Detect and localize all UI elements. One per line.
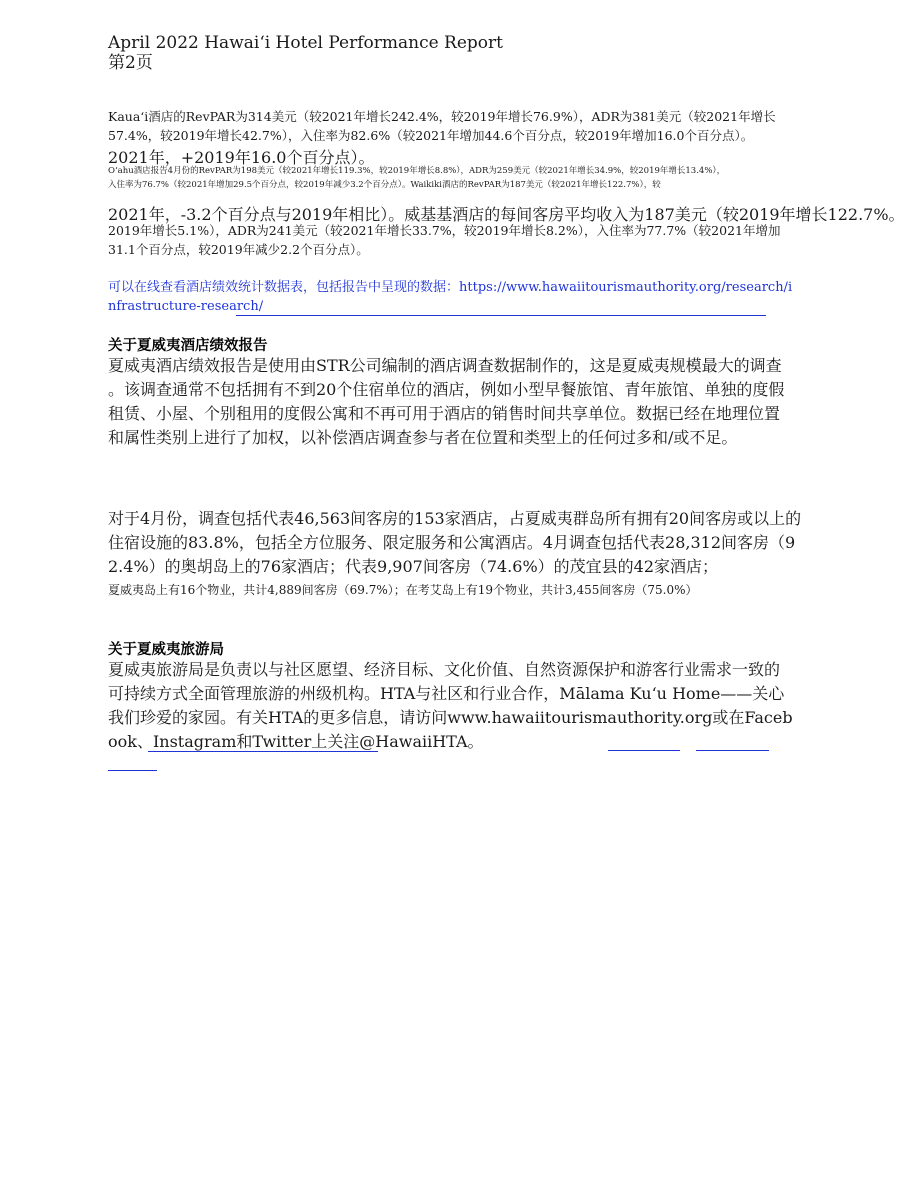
oahu-line-1: O‘ahu酒店报告4月份的RevPAR为198美元（较2021年增长119.3%，较2019年增长8.8%），ADR为259美元（较2021年增长34.9%，较2019年增长13.4%）， [108,166,726,176]
survey-line-3: 2.4%）的奥胡岛上的76家酒店；代表9,907间客房（74.6%）的茂宜县的42家酒店； [108,557,719,576]
waikiki-line-1: 2021年，-3.2个百分点与2019年相比）。威基基酒店的每间客房平均收入为187美元（较2019年增长122.7%。 [108,205,905,224]
kauai-line-2: 57.4%，较2019年增长42.7%），入住率为82.6%（较2021年增加44.6个百分点，较2019年增加16.0个百分点）。 [108,128,754,143]
report-title: April 2022 Hawai‘i Hotel Performance Report [108,33,503,53]
link-underline-a [608,750,680,751]
survey-line-2: 住宿设施的83.8%，包括全方位服务、限定服务和公寓酒店。4月调查包括代表28,312间客房（9 [108,533,796,552]
survey-small-line: 夏威夷岛上有16个物业，共计4,889间客房（69.7%）；在考艾岛上有19个物业，共计3,455间客房（75.0%） [108,583,698,597]
about-hta-line-1: 夏威夷旅游局是负责以与社区愿望、经济目标、文化价值、自然资源保护和游客行业需求一致的 [108,660,781,679]
stats-link-line-2[interactable]: nfrastructure-research/ [108,299,264,314]
about-report-line-1: 夏威夷酒店绩效报告是使用由STR公司编制的酒店调查数据制作的，这是夏威夷规模最大的调查 [108,356,782,375]
page-number: 第2页 [108,53,153,73]
about-report-line-4: 和属性类别上进行了加权，以补偿酒店调查参与者在位置和类型上的任何过多和/或不足。 [108,428,738,447]
kauai-line-1: Kaua‘i酒店的RevPAR为314美元（较2021年增长242.4%，较2019年增长76.9%），ADR为381美元（较2021年增长 [108,109,776,124]
about-report-line-2: 。该调查通常不包括拥有不到20个住宿单位的酒店，例如小型早餐旅馆、青年旅馆、单独的度假 [108,380,785,399]
social-link-underline [148,751,378,752]
oahu-line-2: 入住率为76.7%（较2021年增加29.5个百分点，较2019年减少3.2个百分点）。Waikiki酒店的RevPAR为187美元（较2021年增长122.7%），较 [108,180,661,190]
waikiki-line-3: 31.1个百分点，较2019年减少2.2个百分点）。 [108,242,369,257]
link-underline-b [696,750,769,751]
stats-link-line-1[interactable]: 可以在线查看酒店绩效统计数据表，包括报告中呈现的数据：https://www.hawaiitourismauthority.org/research/i [108,280,793,295]
about-hta-line-3: 我们珍爱的家园。有关HTA的更多信息，请访问www.hawaiitourismauthority.org或在Faceb [108,708,793,727]
about-report-heading: 关于夏威夷酒店绩效报告 [108,338,268,354]
link-underline [236,315,766,316]
about-report-line-3: 租赁、小屋、个别租用的度假公寓和不再可用于酒店的销售时间共享单位。数据已经在地理位置 [108,404,781,423]
waikiki-line-2: 2019年增长5.1%），ADR为241美元（较2021年增长33.7%，较2019年增长8.2%），入住率为77.7%（较2021年增加 [108,223,781,238]
about-hta-heading: 关于夏威夷旅游局 [108,642,224,658]
about-hta-line-2: 可持续方式全面管理旅游的州级机构。HTA与社区和行业合作，Mālama Ku‘u Home——关心 [108,684,785,703]
about-hta-line-4: ook、Instagram和Twitter上关注@HawaiiHTA。 [108,732,484,751]
link-underline-c [108,770,157,771]
survey-line-1: 对于4月份，调查包括代表46,563间客房的153家酒店，占夏威夷群岛所有拥有20间客房或以上的 [108,509,802,528]
kauai-line-3: 2021年，+2019年16.0个百分点）。 [108,148,375,167]
